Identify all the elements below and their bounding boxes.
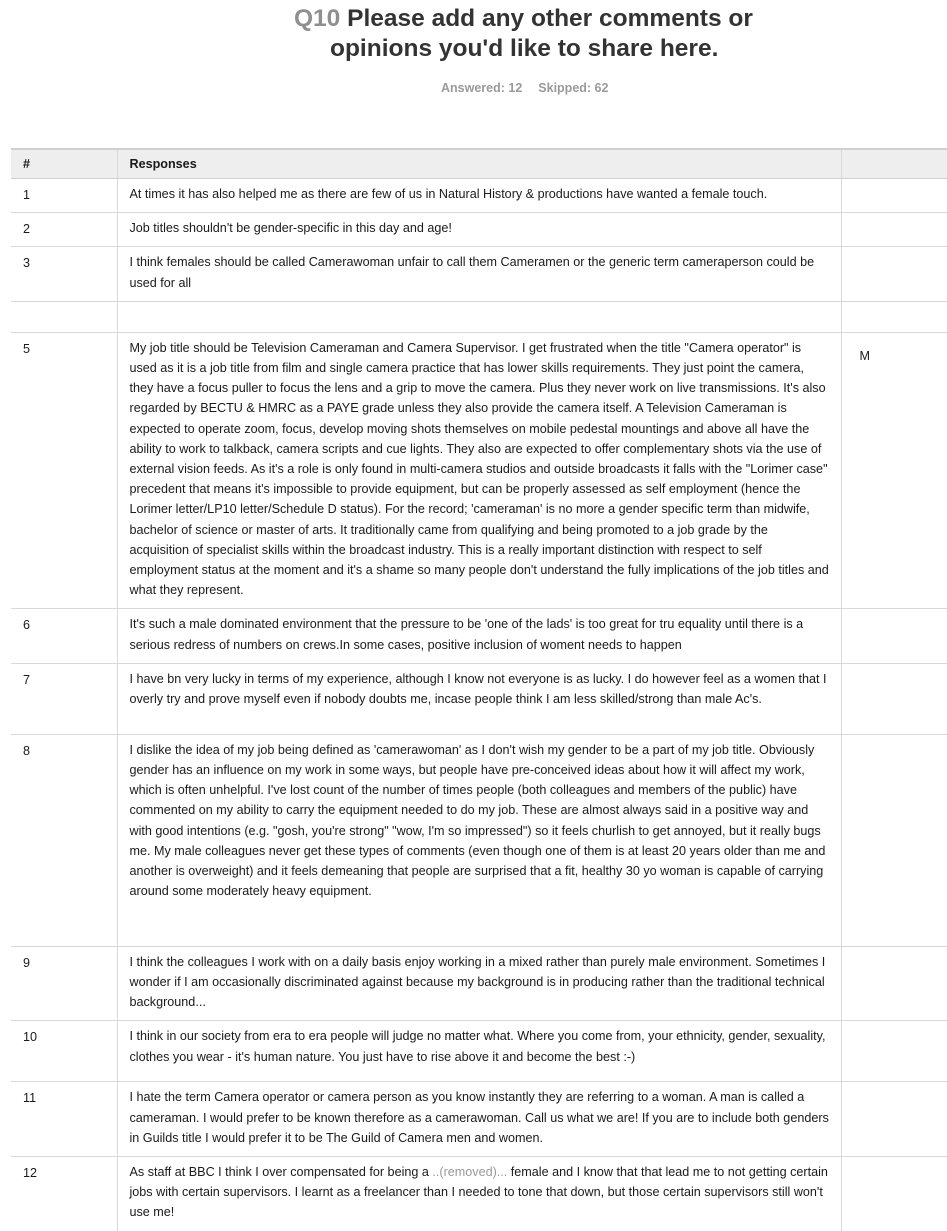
response-tag [841, 213, 947, 247]
response-text: Job titles shouldn't be gender-specific in this day and age! [117, 213, 841, 247]
response-tag [841, 946, 947, 1021]
response-text: I hate the term Camera operator or camera person as you know instantly they are referring to a woman. A man is called a cameraman. I would prefer to be known therefore as a camerawoman. Call us what we are! If you are to include both genders in Guilds title I would prefer it to be The Guild of Camera men and women. [117, 1082, 841, 1157]
row-number: 7 [11, 663, 117, 734]
response-text [117, 1157, 841, 1231]
answered-count: Answered: 12 [441, 81, 523, 95]
row-number: 2 [11, 213, 117, 247]
response-text-part: female and I know that that lead me to not getting certain jobs with certain supervisors. I learnt as a freelancer than I needed to tone that down, but those certain supervisors still won't use me! [129, 1165, 828, 1220]
question-title [210, 4, 947, 64]
responses-table [11, 148, 947, 1231]
response-text: It's such a male dominated environment that the pressure to be 'one of the lads' is too great for tru equality until there is a serious redress of numbers on crews.In some cases, positive inclusion of woment needs to happen [117, 609, 841, 663]
response-tag [841, 609, 947, 663]
row-number: 9 [11, 946, 117, 1021]
response-tag [841, 179, 947, 213]
response-text: At times it has also helped me as there are few of us in Natural History & productions have wanted a female touch. [117, 179, 841, 213]
table-row [11, 1021, 947, 1082]
response-tag [841, 1157, 947, 1231]
skipped-count: Skipped: 62 [538, 81, 609, 95]
column-header-responses: Responses [117, 149, 841, 179]
row-number: 8 [11, 734, 117, 946]
table-row [11, 609, 947, 663]
response-stats [441, 81, 608, 95]
response-tag: M [841, 332, 947, 609]
response-text: I think in our society from era to era people will judge no matter what. Where you come from, your ethnicity, gender, sexuality, clothes you wear - it's human nature. You just have to rise above it and become the best :-) [117, 1021, 841, 1082]
table-row [11, 301, 947, 332]
table-row [11, 1157, 947, 1231]
table-row [11, 332, 947, 609]
response-text: I dislike the idea of my job being defined as 'camerawoman' as I don't wish my gender to be a part of my job title. Obviously gender has an influence on my work in some ways, but people have pre-conceived ideas about how it will affect my work, which is often unhelpful. I've lost count of the number of times people (both colleagues and members of the public) have commented on my ability to carry the equipment needed to do my job. These are almost always said in a positive way and with good intentions (e.g. "gosh, you're strong" "wow, I'm so impressed") so it feels churlish to get annoyed, but it really bugs me. My male colleagues never get these types of comments (even though one of them is at least 20 years older than me and another is overweight) and it feels demeaning that people are surprised that a fit, healthy 30 yo woman is capable of carrying around some moderately heavy equipment. [117, 734, 841, 946]
row-number [11, 301, 117, 332]
row-number: 1 [11, 179, 117, 213]
table-row [11, 663, 947, 734]
response-tag [841, 1021, 947, 1082]
response-tag [841, 301, 947, 332]
response-tag [841, 663, 947, 734]
row-number: 5 [11, 332, 117, 609]
row-number: 6 [11, 609, 117, 663]
response-text: I think females should be called Camerawoman unfair to call them Cameramen or the generic term cameraperson could be used for all [117, 247, 841, 301]
response-text: I have bn very lucky in terms of my experience, although I know not everyone is as lucky. I do however feel as a women that I overly try and prove myself even if nobody doubts me, incase people think I am less skilled/strong than male Ac's. [117, 663, 841, 734]
table-row [11, 179, 947, 213]
response-tag [841, 247, 947, 301]
table-row [11, 213, 947, 247]
removed-marker: ..(removed)... [432, 1165, 508, 1180]
table-header-row [11, 149, 947, 179]
row-number: 3 [11, 247, 117, 301]
table-row [11, 946, 947, 1021]
table-row [11, 1082, 947, 1157]
response-text-part: As staff at BBC I think I over compensated for being a [129, 1165, 433, 1180]
table-row [11, 247, 947, 301]
column-header-tags [841, 149, 947, 179]
question-number: Q10 [294, 5, 341, 32]
row-number: 10 [11, 1021, 117, 1082]
question-title-line-2: opinions you'd like to share here. [330, 35, 719, 62]
column-header-number: # [11, 149, 117, 179]
table-row [11, 734, 947, 946]
response-tag [841, 734, 947, 946]
row-number: 11 [11, 1082, 117, 1157]
question-title-line-1: Please add any other comments or [347, 5, 753, 32]
response-text [117, 301, 841, 332]
response-text: I think the colleagues I work with on a daily basis enjoy working in a mixed rather than purely male environment. Sometimes I wonder if I am occasionally discriminated against because my background is in producing rather than the traditional technical background... [117, 946, 841, 1021]
row-number: 12 [11, 1157, 117, 1231]
response-text: My job title should be Television Cameraman and Camera Supervisor. I get frustrated when the title "Camera operator" is used as it is a job title from film and single camera practice that has lower skills requirements. They just point the camera, they have a focus puller to focus the lens and a grip to move the camera. Plus they never work on live transmissions. It's also regarded by BECTU & HMRC as a PAYE grade unless they also provide the camera itself. A Television Cameraman is expected to operate zoom, focus, develop moving shots themselves on mobile pedestal mountings and above all have the ability to work to talkback, camera scripts and cue lights. They also are expected to offer complementary shots via the use of external vision feeds. As it's a role is only found in multi-camera studios and outside broadcasts it falls with the "Lorimer case" precedent that means it's impossible to provide equipment, but can be properly assessed as self employment (hence the Lorimer letter/LP10 letter/Schedule D status). For the record; 'cameraman' is no more a gender specific term than midwife, bachelor of science or master of arts. It traditionally came from qualifying and being promoted to a job grade by the acquisition of specialist skills within the broadcast industry. This is a really important distinction with respect to self employment status at the moment and it's a shame so many people don't understand the fully implications of the job titles and what they represent. [117, 332, 841, 609]
response-tag [841, 1082, 947, 1157]
